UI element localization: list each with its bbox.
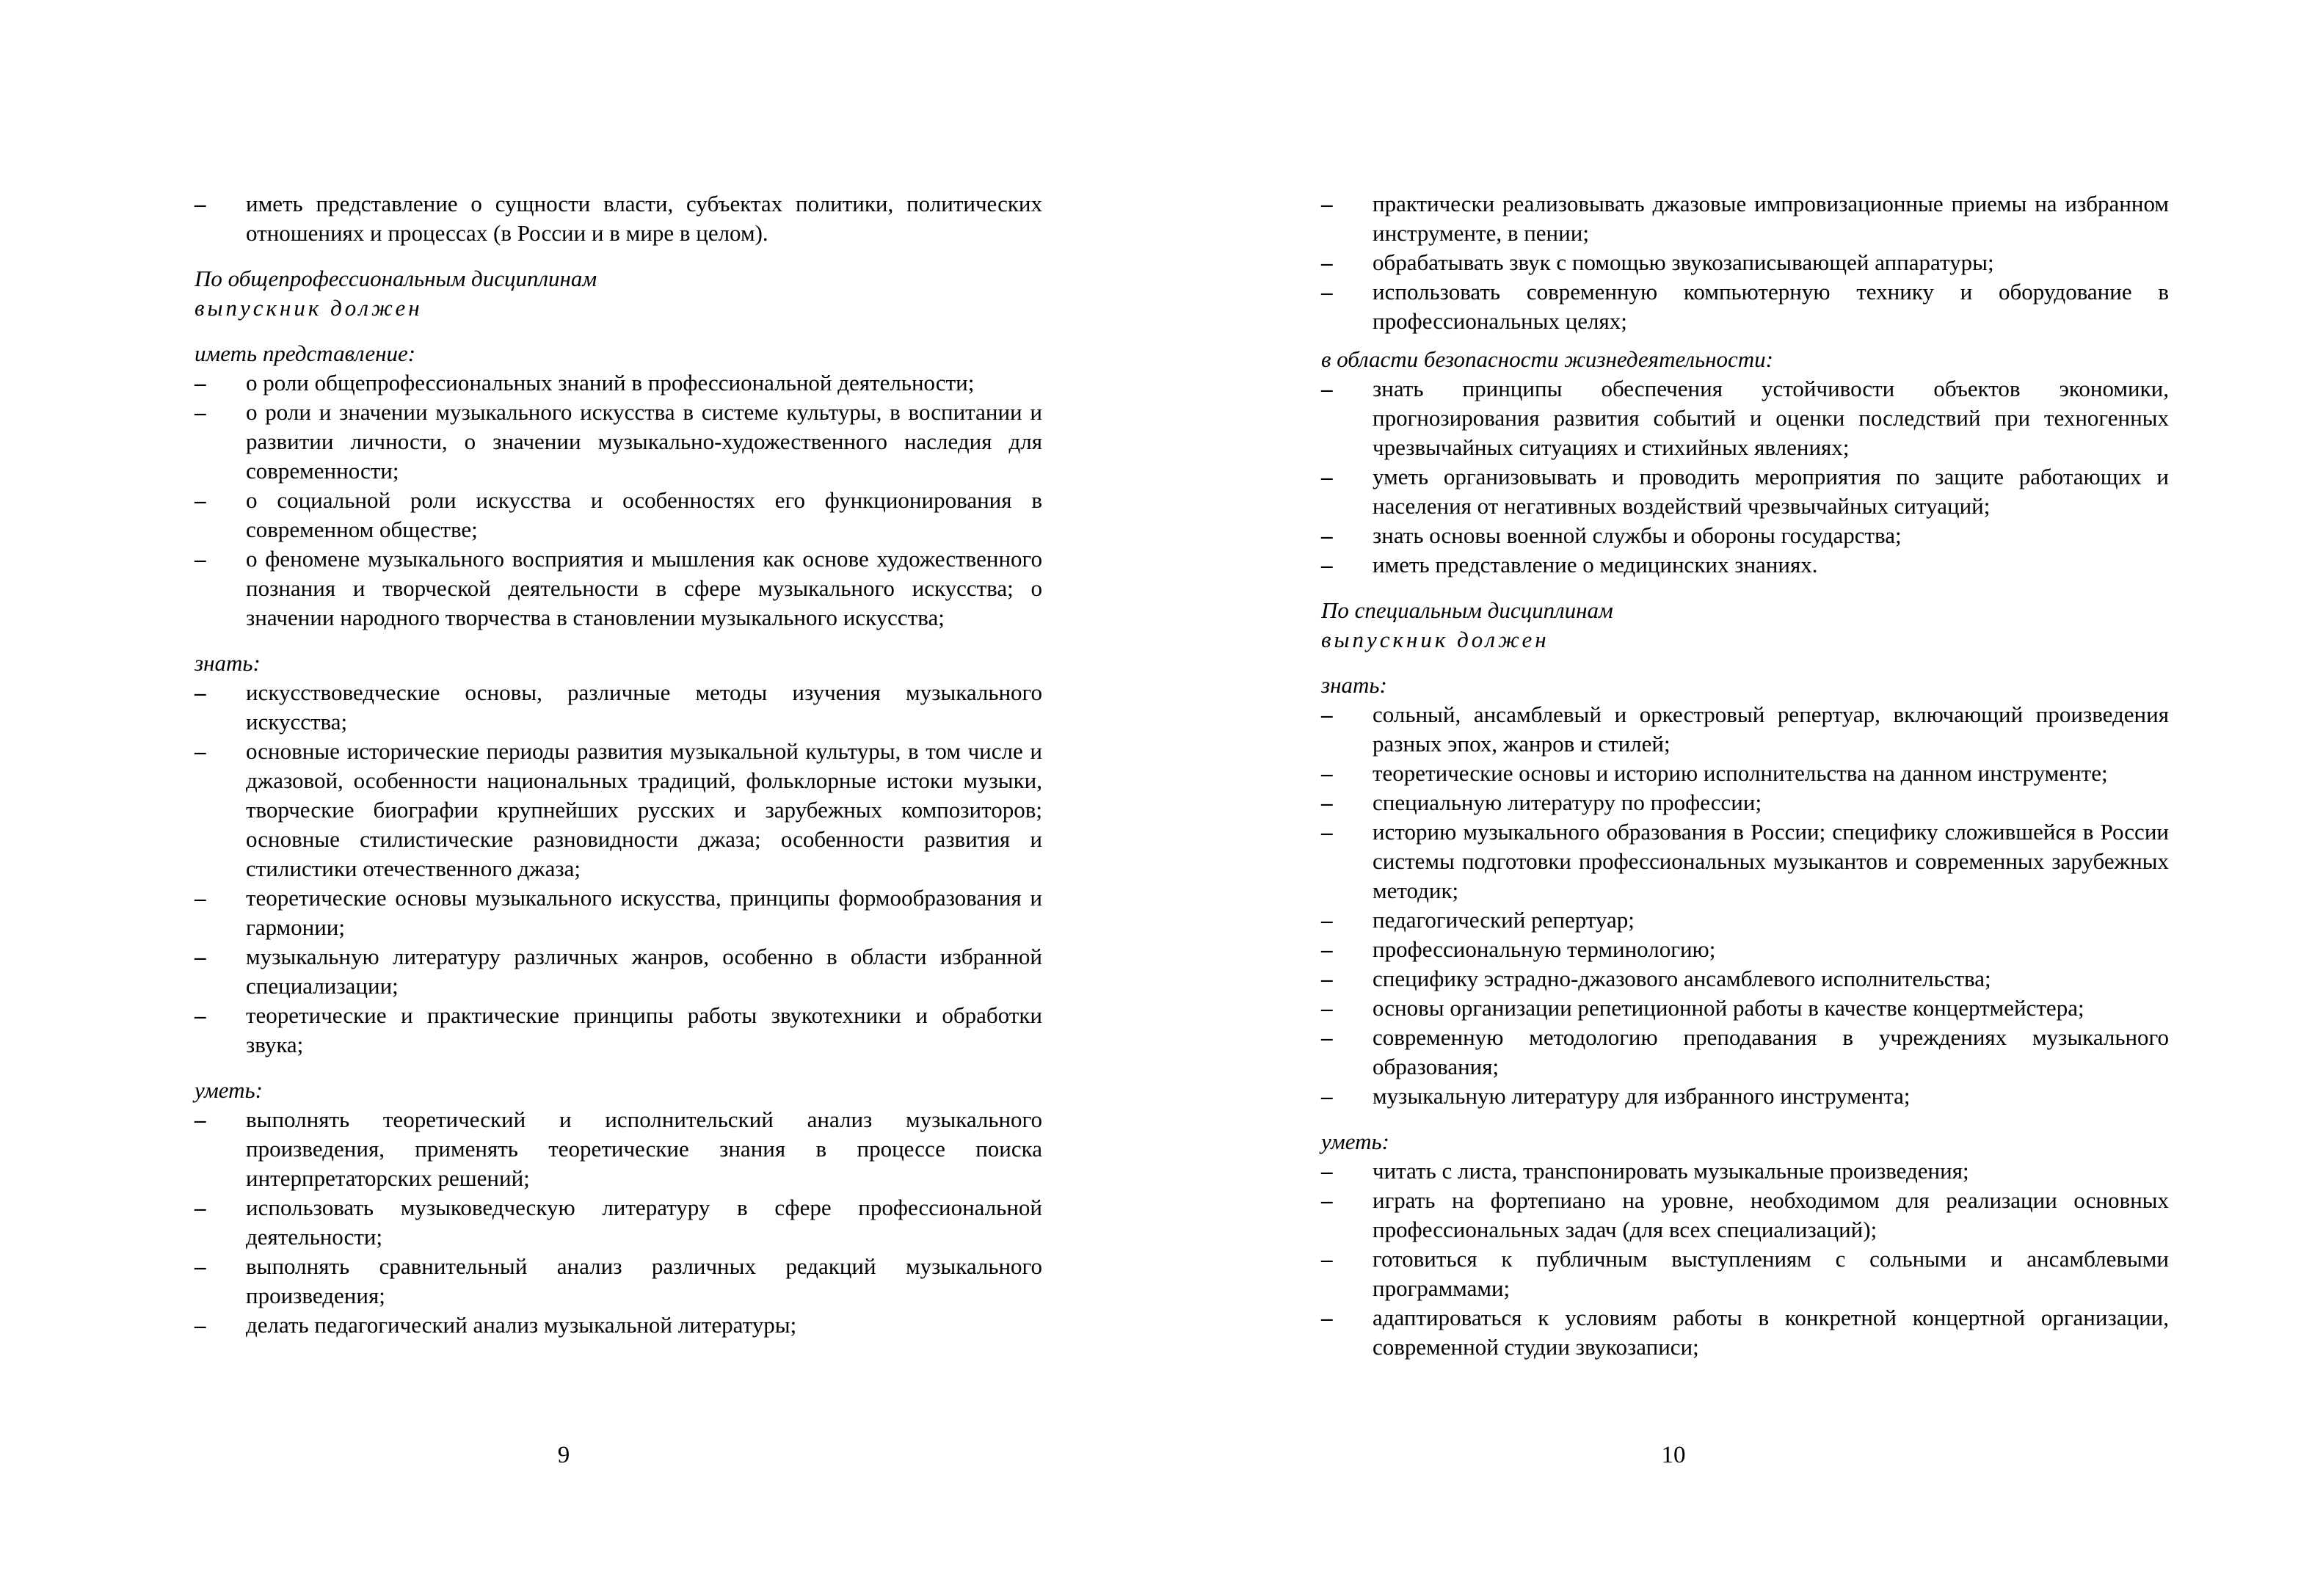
section-heading: По специальным дисциплинам [1321, 597, 1613, 623]
list-item: – адаптироваться к условиям работы в конкретной концертной организации, современной студии звукозаписи; [1321, 1303, 2169, 1362]
safety-list [1321, 374, 2169, 580]
page-number: 9 [557, 1442, 570, 1468]
list-item: – теоретические и практические принципы работы звукотехники и обработки звука; [195, 1001, 1042, 1060]
list-item: – практически реализовывать джазовые импровизационные приемы на избранном инструменте, в пении; [1321, 189, 2169, 248]
page-number: 10 [1661, 1442, 1686, 1468]
list-item: – знать принципы обеспечения устойчивости объектов экономики, прогнозирования развития событий и оценки последствий при техногенных чрезвычайных ситуациях и стихийных явлениях; [1321, 374, 2169, 462]
list-item: – о социальной роли искусства и особенностях его функционирования в современном обществе; [195, 486, 1042, 544]
have-idea-label: иметь представление: [195, 340, 416, 366]
section-heading: По общепрофессиональным дисциплинам [195, 266, 597, 291]
can-label: уметь: [1321, 1129, 1389, 1154]
can-list [1321, 1156, 2169, 1362]
list-item: – готовиться к публичным выступлениям с сольными и ансамблевыми программами; [1321, 1245, 2169, 1303]
list-item: – использовать музыковедческую литературу в сфере профессиональной деятельности; [195, 1193, 1042, 1252]
top-list [1321, 189, 2169, 336]
can-list [195, 1105, 1042, 1340]
list-item: – педагогический репертуар; [1321, 906, 2169, 935]
list-item: – музыкальную литературу различных жанров, особенно в области избранной специализации; [195, 942, 1042, 1001]
list-item: – обрабатывать звук с помощью звукозаписывающей аппаратуры; [1321, 248, 2169, 277]
list-item: – делать педагогический анализ музыкальной литературы; [195, 1311, 1042, 1340]
list-item: – выполнять теоретический и исполнительский анализ музыкального произведения, применять теоретические знания в процессе поиска интерпретаторских решений; [195, 1105, 1042, 1193]
list-item: – современную методологию преподавания в учреждениях музыкального образования; [1321, 1023, 2169, 1082]
list-item: – специфику эстрадно-джазового ансамблевого исполнительства; [1321, 964, 2169, 994]
list-item: – о роли и значении музыкального искусства в системе культуры, в воспитании и развитии личности, о значении музыкально-художественного наследия для современности; [195, 398, 1042, 486]
list-item: – теоретические основы музыкального искусства, принципы формообразования и гармонии; [195, 883, 1042, 942]
list-item: – основные исторические периоды развития музыкальной культуры, в том числе и джазовой, особенности национальных традиций, фольклорные истоки музыки, творческие биографии крупнейших русских и зарубежных композиторов; основные стилистические разновидности джаза; особенности развития и стилистики отечественного джаза; [195, 737, 1042, 883]
list-item: – знать основы военной службы и обороны государства; [1321, 521, 2169, 550]
list-item: – иметь представление о медицинских знаниях. [1321, 550, 2169, 580]
know-list [1321, 700, 2169, 1111]
list-item: – историю музыкального образования в России; специфику сложившейся в России системы подготовки профессиональных музыкантов и современных зарубежных методик; [1321, 817, 2169, 906]
list-item: – сольный, ансамблевый и оркестровый репертуар, включающий произведения разных эпох, жанров и стилей; [1321, 700, 2169, 759]
right-page-content [1321, 189, 2169, 1362]
list-item: – профессиональную терминологию; [1321, 935, 2169, 964]
have-idea-list [195, 368, 1042, 633]
list-item: – играть на фортепиано на уровне, необходимом для реализации основных профессиональных задач (для всех специализаций); [1321, 1186, 2169, 1245]
list-item: – использовать современную компьютерную технику и оборудование в профессиональных целях; [1321, 277, 2169, 336]
section-subheading: выпускник должен [195, 295, 423, 321]
list-item: – теоретические основы и историю исполнительства на данном инструменте; [1321, 759, 2169, 788]
list-item: – читать с листа, транспонировать музыкальные произведения; [1321, 1156, 2169, 1186]
list-item: – искусствоведческие основы, различные методы изучения музыкального искусства; [195, 678, 1042, 737]
list-item: – музыкальную литературу для избранного инструмента; [1321, 1082, 2169, 1111]
list-item: – уметь организовывать и проводить мероприятия по защите работающих и населения от негативных воздействий чрезвычайных ситуаций; [1321, 462, 2169, 521]
know-list [195, 678, 1042, 1060]
list-item: – о феномене музыкального восприятия и мышления как основе художественного познания и творческой деятельности в сфере музыкального искусства; о значении народного творчества в становлении музыкального искусства; [195, 544, 1042, 633]
list-item: – иметь представление о сущности власти, субъектах политики, политических отношениях и процессах (в России и в мире в целом). [195, 189, 1042, 248]
list-item: – выполнять сравнительный анализ различных редакций музыкального произведения; [195, 1252, 1042, 1311]
know-label: знать: [1321, 672, 1387, 698]
list-item: – специальную литературу по профессии; [1321, 788, 2169, 817]
section-subheading: выпускник должен [1321, 627, 1549, 652]
list-item: – основы организации репетиционной работы в качестве концертмейстера; [1321, 994, 2169, 1023]
safety-label: в области безопасности жизнедеятельности: [1321, 346, 1773, 372]
list-item: – о роли общепрофессиональных знаний в профессиональной деятельности; [195, 368, 1042, 398]
know-label: знать: [195, 650, 261, 676]
left-page-content [195, 189, 1042, 1340]
can-label: уметь: [195, 1077, 263, 1103]
right-page [1156, 0, 2312, 1596]
